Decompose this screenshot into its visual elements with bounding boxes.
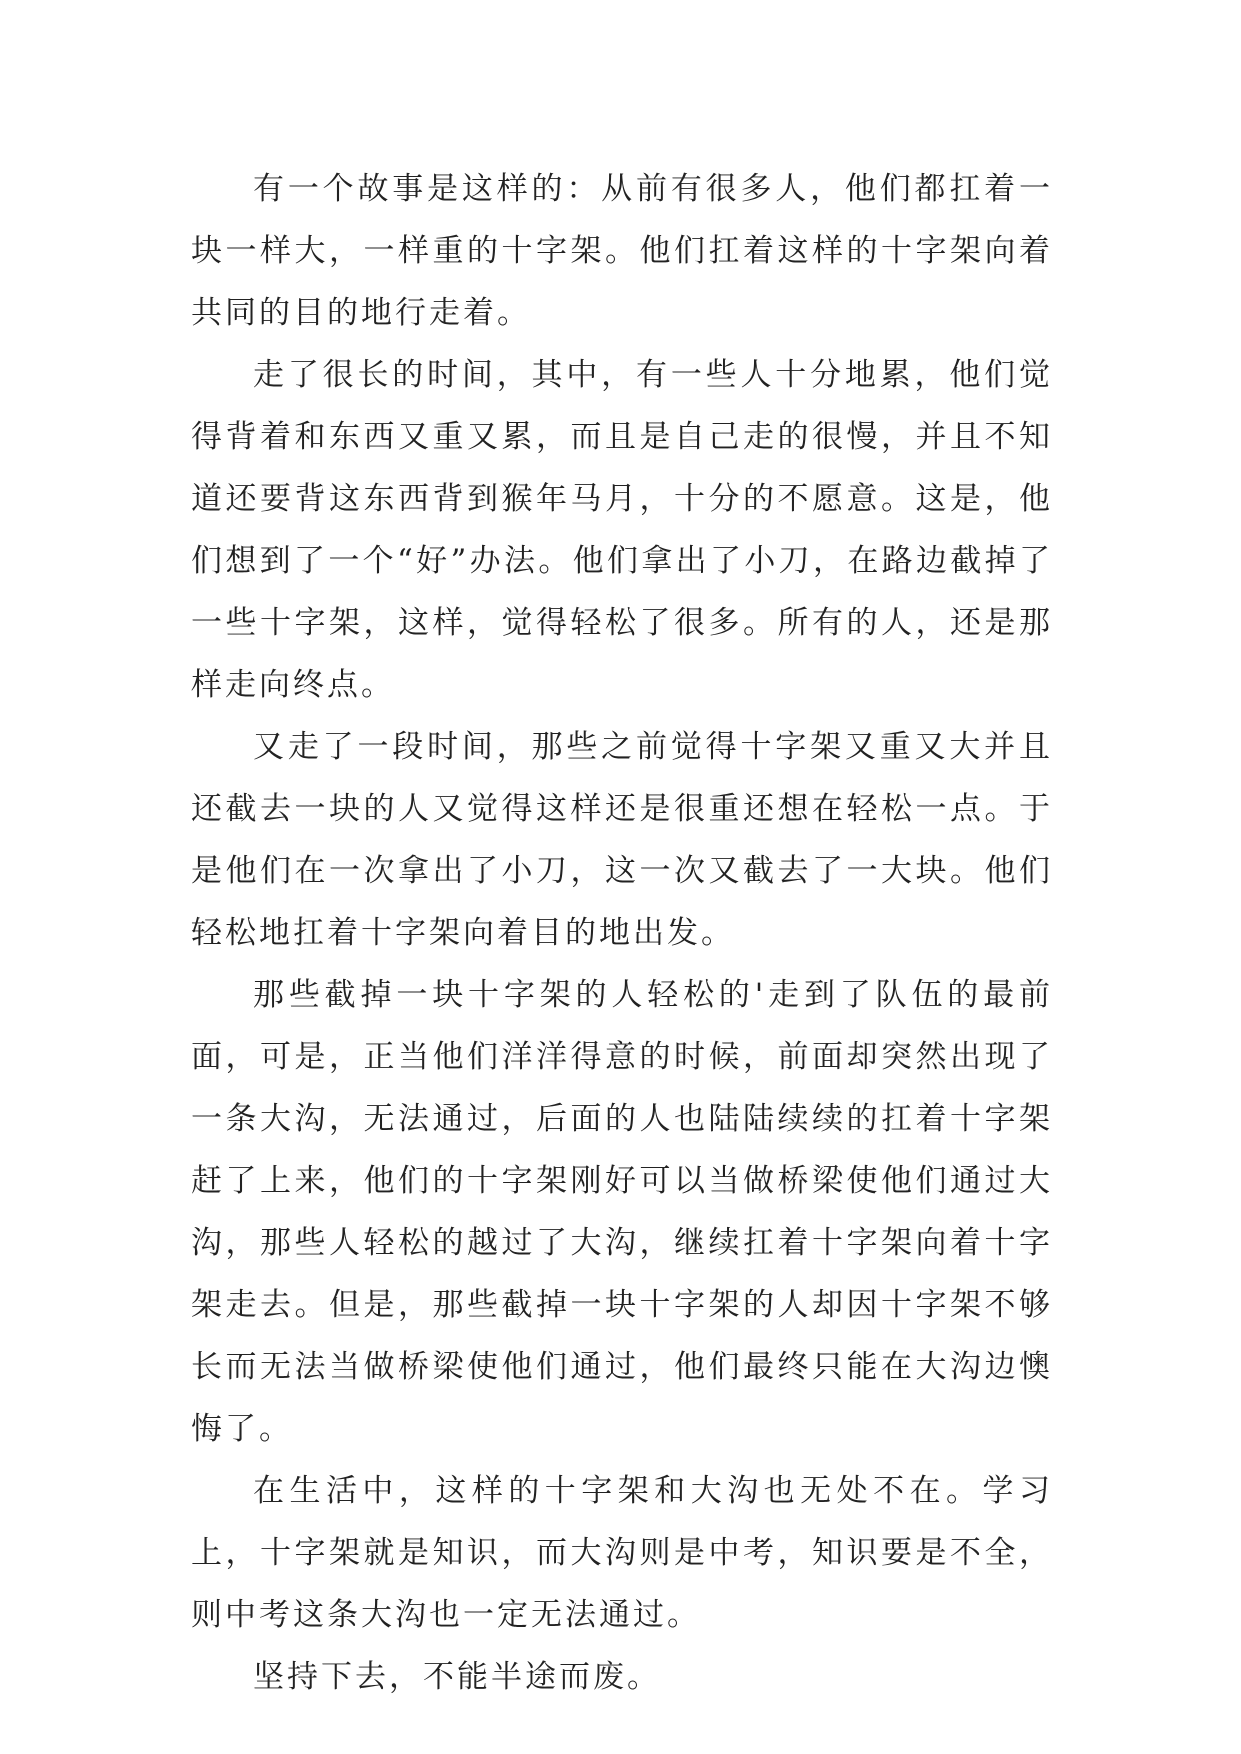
paragraph-6: 坚持下去，不能半途而废。 [253,1659,661,1695]
paragraph-5: 在生活中，这样的十字架和大沟也无处不在。学习上，十字架就是知识，而大沟则是中考，知识要是不全，则中考这条大沟也一定无法通过。 [191,1473,1053,1633]
paragraph-2: 走了很长的时间，其中，有一些人十分地累，他们觉得背着和东西又重又累，而且是自己走的很慢，并且不知道还要背这东西背到猴年马月，十分的不愿意。这是，他们想到了一个“好”办法。他们拿出了小刀，在路边截掉了一些十字架，这样，觉得轻松了很多。所有的人，还是那样走向终点。 [191,357,1053,703]
paragraph-3: 又走了一段时间，那些之前觉得十字架又重又大并且还截去一块的人又觉得这样还是很重还想在轻松一点。于是他们在一次拿出了小刀，这一次又截去了一大块。他们轻松地扛着十字架向着目的地出发。 [191,729,1053,951]
document-body [191,158,1053,1708]
paragraph-4: 那些截掉一块十字架的人轻松的'走到了队伍的最前面，可是，正当他们洋洋得意的时候，前面却突然出现了一条大沟，无法通过，后面的人也陆陆续续的扛着十字架赶了上来，他们的十字架刚好可以当做桥梁使他们通过大沟，那些人轻松的越过了大沟，继续扛着十字架向着十字架走去。但是，那些截掉一块十字架的人却因十字架不够长而无法当做桥梁使他们通过，他们最终只能在大沟边懊悔了。 [191,977,1053,1447]
paragraph-1: 有一个故事是这样的：从前有很多人，他们都扛着一块一样大，一样重的十字架。他们扛着这样的十字架向着共同的目的地行走着。 [191,171,1053,331]
